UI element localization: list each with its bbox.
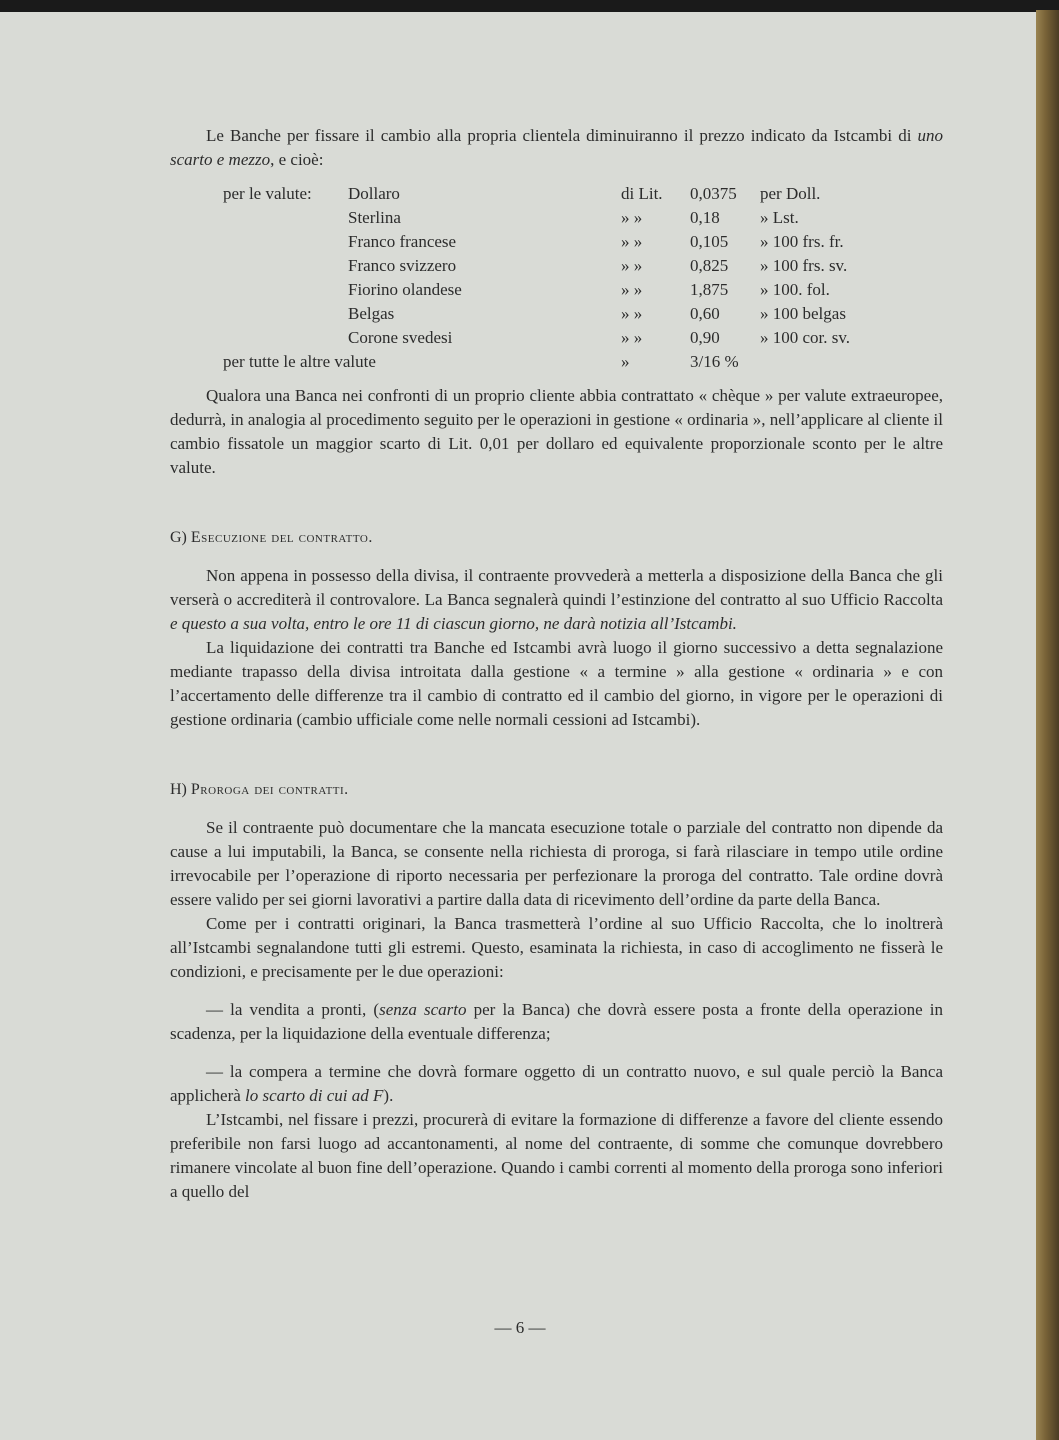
currency-name: Sterlina (348, 208, 401, 227)
currency-name: Franco francese (348, 232, 457, 251)
rate-amount: 0,60 (690, 304, 720, 323)
rate-amount: 0,18 (690, 208, 720, 227)
rate-row (170, 230, 943, 254)
rate-row (170, 254, 943, 278)
book-spine (1036, 10, 1059, 1440)
rate-row (170, 182, 943, 206)
rate-row (170, 302, 943, 326)
page-number: — 6 — (494, 1318, 546, 1337)
intro-emphasis: uno scarto e mezzo (170, 126, 943, 169)
rate-unit: » » (621, 256, 643, 275)
dash-text: — la compera a termine che dovrà formare oggetto di un contratto nuovo, e sul quale perciò la Banca applicherà (170, 1062, 943, 1105)
rate-per: » 100. fol. (760, 280, 830, 299)
currency-name: Fiorino olandese (348, 280, 462, 299)
dash-emphasis: lo scarto di cui ad F (245, 1086, 384, 1105)
rate-amount: 0,0375 (690, 184, 737, 203)
other-currencies-label: per tutte le altre valute (223, 352, 376, 371)
currency-name: Dollaro (348, 184, 400, 203)
rate-unit: » » (621, 232, 643, 251)
rate-per: » 100 belgas (760, 304, 846, 323)
rate-table (170, 182, 943, 374)
dash-text-end: per la Banca) che dovrà essere posta a fronte della operazione in scadenza, per la liquidazione della eventuale differenza; (170, 1000, 943, 1043)
rate-row (170, 206, 943, 230)
rate-per: » Lst. (760, 208, 799, 227)
section-letter: H) (170, 781, 187, 798)
rate-amount: 0,825 (690, 256, 729, 275)
section-g-paragraph-1 (170, 564, 943, 636)
rate-per: » 100 frs. sv. (760, 256, 848, 275)
paragraph-qualora: Qualora una Banca nei confronti di un proprio cliente abbia contrattato « chèque » per valute extraeuropee, dedurrà, in analogia al procedimento seguito per le operazioni in gestione « ordinaria », nell’applicare al cliente il cambio fissatole un maggior scarto di Lit. 0,01 per dollaro ed equivalente proporzionale sconto per le altre valute. (170, 386, 943, 477)
dash-emphasis: senza scarto (379, 1000, 467, 1019)
rate-unit: » » (621, 280, 643, 299)
dash-item-2 (170, 1060, 943, 1108)
page-content (170, 124, 943, 1204)
rate-amount: 0,90 (690, 328, 720, 347)
section-title: Esecuzione del contratto. (190, 529, 373, 546)
rate-unit: » » (621, 328, 643, 347)
paragraph-text: Non appena in possesso della divisa, il contraente provvederà a metterla a disposizione della Banca che gli verserà o accrediterà il controvalore. La Banca segnalerà quindi l’estinzione del contratto al suo Ufficio Raccolta (170, 566, 943, 609)
rate-amount: 1,875 (690, 280, 729, 299)
rate-row-other (170, 350, 943, 374)
rate-per: » 100 cor. sv. (760, 328, 851, 347)
intro-end: , e cioè: (270, 150, 324, 169)
section-letter: G) (170, 529, 187, 546)
intro-text: Le Banche per fissare il cambio alla propria clientela diminuiranno il prezzo indicato da Istcambi di (206, 126, 918, 145)
section-g-heading (170, 526, 943, 550)
paragraph-emphasis: e questo a sua volta, entro le ore 11 di ciascun giorno, ne darà notizia all’Istcambi. (170, 614, 737, 633)
rate-row (170, 326, 943, 350)
rate-unit: di Lit. (621, 184, 663, 203)
section-h-paragraph-2: Come per i contratti originari, la Banca trasmetterà l’ordine al suo Ufficio Raccolta, che lo inoltrerà all’Istcambi segnalandone tutti gli estremi. Questo, esaminata la richiesta, in caso di accoglimento ne fisserà le condizioni, e precisamente per le due operazioni: (170, 914, 943, 981)
intro-paragraph (170, 124, 943, 172)
dash-item-1 (170, 998, 943, 1046)
section-h-paragraph-3: L’Istcambi, nel fissare i prezzi, procurerà di evitare la formazione di differenze a favore del cliente essendo preferibile non farsi luogo ad accantonamenti, al nome del contraente, di somme che comunque dovrebbero rimanere vincolate al buon fine dell’operazione. Quando i cambi correnti al momento della proroga sono inferiori a quello del (170, 1110, 943, 1201)
rate-amount: 0,105 (690, 232, 729, 251)
section-h-heading (170, 778, 943, 802)
currency-name: Belgas (348, 304, 395, 323)
dash-text: — la vendita a pronti, ( (206, 1000, 380, 1019)
section-title: Proroga dei contratti. (190, 781, 349, 798)
rate-unit: » » (621, 208, 643, 227)
section-g-paragraph-2: La liquidazione dei contratti tra Banche ed Istcambi avrà luogo il giorno successivo a detta segnalazione mediante trapasso della divisa introitata dalla gestione « a termine » alla gestione « ordinaria » e con l’accertamento delle differenze tra il cambio di contratto ed il cambio del giorno, in vigore per le operazioni di gestione ordinaria (cambio ufficiale come nelle normali cessioni ad Istcambi). (170, 638, 943, 729)
rate-unit: » » (621, 304, 643, 323)
currency-name: Franco svizzero (348, 256, 457, 275)
dash-text-end: ). (383, 1086, 394, 1105)
rate-per: per Doll. (760, 184, 821, 203)
rate-per: » 100 frs. fr. (760, 232, 844, 251)
rate-unit: » (621, 352, 630, 371)
section-h-paragraph-1: Se il contraente può documentare che la mancata esecuzione totale o parziale del contratto non dipende da cause a lui imputabili, la Banca, se consente nella richiesta di proroga, si farà rilasciare in tempo utile ordine irrevocabile per l’operazione di riporto necessaria per perfezionare la proroga del contratto. Tale ordine dovrà essere valido per sei giorni lavorativi a partire dalla data di ricevimento dell’ordine da parte della Banca. (170, 818, 943, 909)
rate-label: per le valute: (223, 184, 312, 203)
rate-row (170, 278, 943, 302)
currency-name: Corone svedesi (348, 328, 453, 347)
rate-amount: 3/16 % (690, 352, 739, 371)
